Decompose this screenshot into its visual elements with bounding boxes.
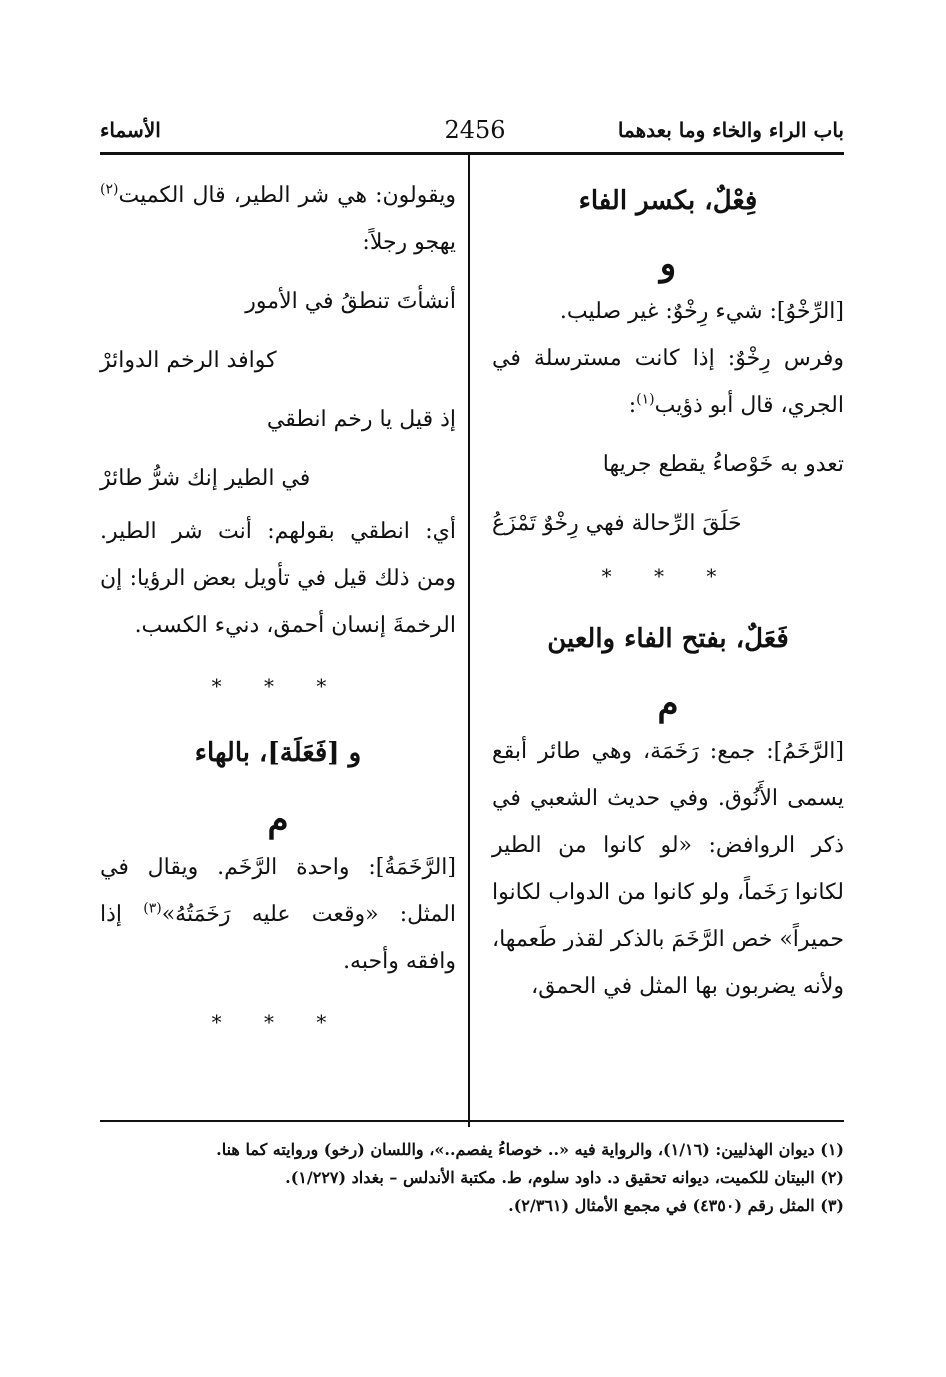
- verse-line: تعدو به خَوْصاءُ يقطع جريها: [602, 452, 844, 477]
- entry-faras-rikhw: [492, 335, 844, 429]
- section-title: الأسماء: [100, 118, 161, 142]
- footnotes: [100, 1136, 844, 1220]
- footnote-2: (٢) البيتان للكميت، ديوانه تحقيق د. داود سلوم، ط. مكتبة الأندلس – بغداد (١/٢٢٧).: [285, 1168, 844, 1187]
- footnote-1: (١) ديوان الهذليين: (١/١٦)، والرواية فيه «.. خوصاءُ يفصم..»، واللسان (رخو) وروايته كما هنا.: [216, 1140, 844, 1159]
- letter-waw: و: [659, 244, 677, 284]
- verse-line: إذ قيل يا رخم انطقي: [266, 407, 456, 432]
- verse-line: أنشأتَ تنطقُ في الأمور: [245, 289, 456, 314]
- entry-rakhama: [100, 844, 456, 985]
- entry-text: ويقولون: هي شر الطير، قال الكميت: [118, 183, 456, 208]
- footnote-ref-1: (١): [636, 391, 655, 408]
- section-separator: * * *: [601, 564, 735, 588]
- verse-line: في الطير إنك شرُّ طائرْ: [100, 466, 311, 491]
- entry-interpretation: أي: انطقي بقولهم: أنت شر الطير. ومن ذلك قيل في تأويل بعض الرؤيا: إن الرخمةَ إنسان أحمق، دنيء الكسب.: [100, 519, 456, 638]
- right-column: [492, 172, 844, 1010]
- heading-faal: فَعَلٌ، بفتح الفاء والعين: [547, 624, 789, 654]
- footnote-rule: [100, 1120, 844, 1122]
- letter-mim: م: [657, 684, 679, 724]
- entry-rakham: [الرَّخَمُ]: جمع: رَخَمَة، وهي طائر أبقع يسمى الأَنُوق. وفي حديث الشعبي في ذكر الروافض: «لو كانوا من الطير لكانوا رَخَماً، ولو كانوا من الدواب لكانوا حميراً» خص الرَّخَمَ بالذكر لقذر طَعمها، ولأنه يضربون بها المثل في الحمق،: [492, 739, 844, 999]
- letter-mim: م: [267, 800, 289, 840]
- entry-text: وفرس رِخْوٌ: إذا كانت مسترسلة في الجري، قال أبو ذؤيب: [492, 346, 844, 418]
- section-separator: * * *: [211, 674, 345, 698]
- heading-fil-kasr: فِعْلٌ، بكسر الفاء: [578, 186, 758, 216]
- entry-text: [الرَّخَمَةُ]: واحدة الرَّخَم. ويقال في المثل: «وقعت عليه رَخَمَتُهُ»: [100, 855, 456, 927]
- footnote-ref-2: (٢): [100, 181, 119, 198]
- entry-text-end: يهجو رجلاً:: [362, 230, 456, 255]
- header-rule: [100, 152, 844, 155]
- entry-shar-al-tayr: [100, 172, 456, 266]
- chapter-title: باب الراء والخاء وما بعدهما: [617, 118, 844, 142]
- section-separator: * * *: [211, 1010, 345, 1034]
- heading-faala: و [فَعَلَة]، بالهاء: [194, 738, 362, 768]
- entry-text-end: إذا وافقه وأحبه.: [100, 902, 456, 974]
- footnote-ref-3: (٣): [143, 900, 162, 917]
- left-column: [100, 172, 456, 1046]
- page-number: 2456: [444, 116, 506, 144]
- entry-rikhw: [الرِّخْوُ]: شيء رِخْوٌ: غير صليب.: [559, 299, 844, 324]
- verse-line: حَلَقَ الرِّحالة فهي رِخْوٌ تَمْزَعُ: [492, 511, 742, 536]
- column-divider: [468, 155, 470, 1127]
- page-header: [100, 118, 844, 154]
- footnote-3: (٣) المثل رقم (٤٣٥٠) في مجمع الأمثال (٢/٣٦١).: [508, 1196, 844, 1215]
- verse-line: كوافد الرخم الدوائرْ: [100, 348, 277, 373]
- entry-text-end: :: [628, 393, 637, 418]
